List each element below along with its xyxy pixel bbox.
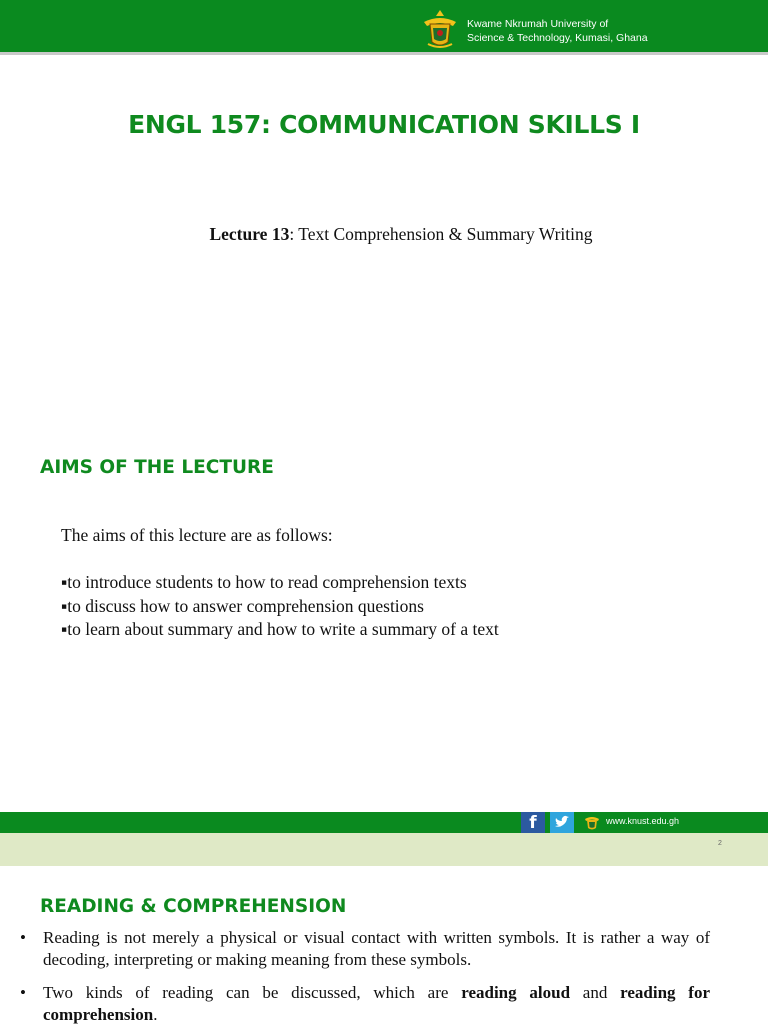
course-title: ENGL 157: COMMUNICATION SKILLS I: [128, 110, 640, 139]
aim-item: ▪ to learn about summary and how to write a summary of a text: [61, 618, 499, 642]
aims-list: [61, 571, 499, 642]
bullet-text: Reading is not merely a physical or visual contact with written symbols. It is rather a way of decoding, interpreting or making meaning from these symbols.: [43, 928, 710, 969]
facebook-icon[interactable]: f: [521, 812, 545, 833]
bullet-text-mid: and: [570, 983, 621, 1002]
website-link[interactable]: www.knust.edu.gh: [606, 816, 680, 826]
term-reading-comprehension: reading for comprehension: [43, 983, 711, 1024]
reading-heading: READING & COMPREHENSION: [40, 896, 347, 917]
university-name-line1: Kwame Nkrumah University of: [467, 18, 609, 30]
header-bar: [0, 0, 768, 55]
knust-crest-icon: [420, 8, 460, 50]
bullet-text-start: Two kinds of reading can be discussed, which are: [43, 983, 462, 1002]
lecture-topic: : Text Comprehension & Summary Writing: [289, 224, 593, 244]
knust-crest-small-icon: [583, 813, 601, 832]
page-number: 2: [718, 840, 722, 847]
term-reading-aloud: reading aloud: [461, 983, 571, 1002]
university-name: [467, 17, 648, 45]
aims-intro: The aims of this lecture are as follows:: [61, 525, 333, 545]
twitter-icon[interactable]: [550, 812, 574, 833]
reading-bullets: [20, 927, 710, 1024]
aims-heading: AIMS OF THE LECTURE: [40, 457, 274, 478]
slide-divider: [0, 833, 768, 866]
aim-item: ▪ to discuss how to answer comprehension questions: [61, 595, 499, 619]
bullet-text-end: .: [153, 1004, 158, 1024]
aim-item: ▪ to introduce students to how to read comprehension texts: [61, 571, 499, 595]
lecture-number: Lecture 13: [209, 224, 290, 244]
lecture-subtitle: [0, 224, 768, 245]
university-name-line2: Science & Technology, Kumasi, Ghana: [467, 32, 648, 44]
bullet-item: [20, 982, 710, 1024]
bullet-item: [20, 927, 710, 970]
